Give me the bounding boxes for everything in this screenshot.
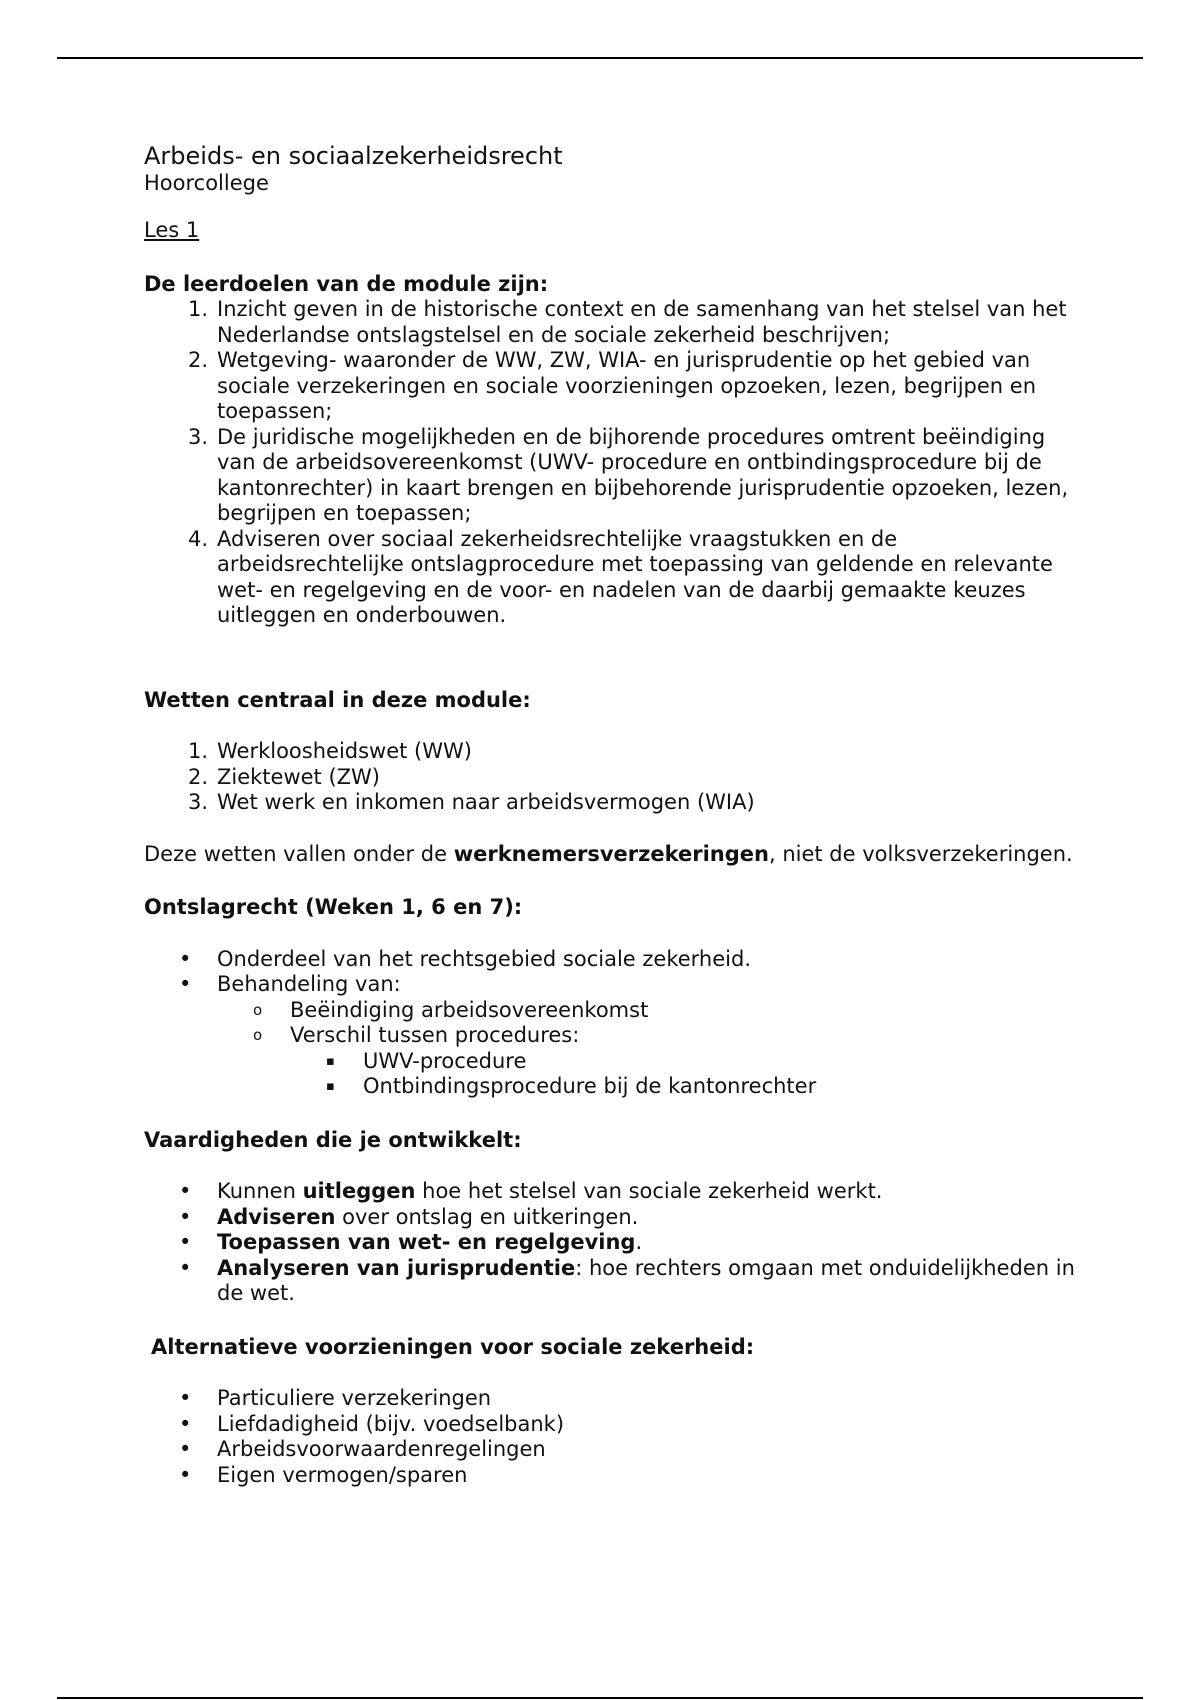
ontslagrecht-list [144,947,1084,998]
list-item-text: Ontbindingsprocedure bij de kantonrechter [363,1074,817,1098]
list-item [144,790,1084,816]
list-item [144,1386,1084,1412]
sub-bullet-icon: o [253,1026,263,1044]
list-item-bold: Adviseren [217,1204,336,1229]
bullet-icon: • [179,1411,192,1436]
list-item-bold: Toepassen van wet- en regelgeving [217,1230,636,1254]
list-item-text: Inzicht geven in de historische context en de samenhang van het stelsel van het Nederlandse ontslagstelsel en de sociale zekerheid beschrijven; [217,297,1067,347]
bullet-icon: • [179,1462,192,1487]
list-item [144,765,1084,791]
bullet-icon: • [179,1386,192,1410]
list-item [144,527,1084,629]
list-item [144,1074,1084,1100]
list-item-bold: uitleggen [302,1179,416,1203]
alternatieven-heading: Alternatieve voorzieningen voor sociale zekerheid: [151,1334,755,1359]
bullet-icon: • [179,1230,192,1254]
list-item-text: Liefdadigheid (bijv. voedselbank) [217,1411,565,1436]
list-item [144,1463,1084,1489]
list-item-text: Verschil tussen procedures: [290,1023,580,1047]
square-bullet-icon: ▪ [326,1079,335,1094]
bottom-rule [57,1697,1143,1699]
list-item [144,972,1084,998]
list-number: 2. [187,348,208,372]
list-item [144,1023,1084,1049]
bullet-icon: • [179,946,192,971]
list-item-text: Eigen vermogen/sparen [217,1462,468,1487]
list-item [144,297,1084,348]
top-rule [57,57,1143,59]
list-item-text: Adviseren over sociaal zekerheidsrechtelijke vraagstukken en de arbeidsrechtelijke ontslagprocedure met toepassing van geldende en relevante wet- en regelgeving en de voor- en nadelen van de daarbij gemaakte keuzes uitleggen en onderbouwen. [217,526,1053,627]
document-subtitle: Hoorcollege [144,171,269,195]
list-item-text: Beëindiging arbeidsovereenkomst [290,997,649,1022]
list-item [144,947,1084,973]
vaardigheden-heading: Vaardigheden die je ontwikkelt: [144,1127,522,1152]
leerdoelen-heading: De leerdoelen van de module zijn: [144,271,549,296]
document-body [144,141,1084,1488]
list-number: 3. [187,424,208,449]
list-item-text: Particuliere verzekeringen [217,1386,492,1410]
alternatieven-list [144,1386,1084,1488]
lesson-label: Les 1 [144,218,200,242]
list-item-text: over ontslag en uitkeringen. [335,1204,639,1229]
list-item-text: Onderdeel van het rechtsgebied sociale zekerheid. [217,946,751,971]
list-item [144,1049,1084,1075]
list-item-text: Arbeidsvoorwaardenregelingen [217,1437,546,1461]
list-item [144,1205,1084,1231]
list-item [144,1412,1084,1438]
list-item [144,348,1084,425]
bullet-icon: • [179,1255,192,1280]
ontslagrecht-sublist [144,998,1084,1049]
list-item-text: UWV-procedure [363,1048,527,1073]
bullet-icon: • [179,1179,192,1203]
list-item-text: De juridische mogelijkheden en de bijhorende procedures omtrent beëindiging van de arbeidsovereenkomst (UWV- procedure en ontbindingsprocedure bij de kantonrechter) in kaart brengen en bijbehorende jurisprudentie opzoeken, lezen, begrijpen en toepassen; [217,424,1069,525]
list-number: 2. [187,764,208,789]
sub-bullet-icon: o [253,1000,263,1019]
vaardigheden-list [144,1179,1084,1307]
list-item-text: : hoe rechters omgaan met onduidelijkheden in de wet. [217,1255,1075,1305]
bullet-icon: • [179,1204,192,1229]
list-item-text: Kunnen [217,1179,303,1203]
list-item-text: Behandeling van: [217,972,401,996]
list-number: 4. [187,526,208,551]
list-item-bold: Analyseren van jurisprudentie [217,1255,576,1280]
bullet-icon: • [179,972,192,996]
list-item [144,1179,1084,1205]
wetten-heading: Wetten centraal in deze module: [144,687,531,712]
note-text: Deze wetten vallen onder de [144,841,454,866]
list-number: 1. [187,739,208,763]
list-item-text: . [635,1230,643,1254]
note-text-end: , niet de volksverzekeringen. [768,841,1073,866]
document-title: Arbeids- en sociaalzekerheidsrecht [144,142,563,170]
list-item [144,1256,1084,1307]
note-bold: werknemersverzekeringen [453,841,769,866]
bullet-icon: • [179,1437,192,1461]
list-item [144,1437,1084,1463]
list-item-text: Wet werk en inkomen naar arbeidsvermogen (WIA) [217,790,755,814]
list-item-text: Wetgeving- waaronder de WW, ZW, WIA- en jurisprudentie op het gebied van sociale verzekeringen en sociale voorzieningen opzoeken, lezen, begrijpen en toepassen; [217,348,1036,423]
ontslagrecht-heading: Ontslagrecht (Weken 1, 6 en 7): [144,895,523,919]
list-item [144,425,1084,527]
square-bullet-icon: ▪ [326,1053,335,1069]
list-number: 3. [187,790,208,814]
list-item-text: Ziektewet (ZW) [217,764,380,789]
list-item [144,739,1084,765]
list-item-text: Werkloosheidswet (WW) [217,739,472,763]
list-number: 1. [187,297,208,321]
wetten-list [144,739,1084,816]
list-item [144,998,1084,1024]
leerdoelen-list [144,297,1084,629]
list-item [144,1230,1084,1256]
list-item-text: hoe het stelsel van sociale zekerheid werkt. [415,1179,883,1203]
ontslagrecht-subsublist [144,1049,1084,1100]
wetten-note [144,842,1084,868]
